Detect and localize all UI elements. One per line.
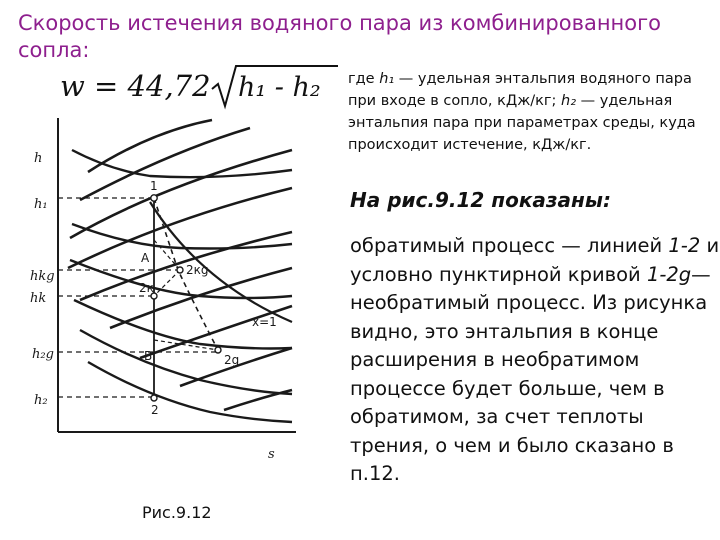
figure-caption: Рис.9.12 [142,503,212,522]
label-h2: h₂ [34,393,48,408]
label-x1: x=1 [252,315,277,329]
where-text-3: — удельная энтальпия пара при параметрах среды, куда происходит истечение, кДж/кг. [348,93,696,153]
formula-radicand: h₁ - h₂ [238,72,321,103]
formula-lhs: w = 44,72 [60,69,211,103]
label-h2g: h₂g [32,347,54,362]
body-line-1-2: 1-2 [668,234,701,257]
where-h2: h₂ [561,93,577,109]
body-text-2: и условно пунктирной кривой [350,234,720,286]
body-curve-1-2g: 1-2g [646,262,692,286]
shown-heading: На рис.9.12 показаны: [350,188,611,212]
where-text-1: где [348,71,380,87]
label-point-2kg: 2кg [186,263,209,277]
label-hkg: hkg [30,269,55,284]
label-point-B: B [144,349,153,363]
body-text-1: обратимый процесс — линией [350,234,669,257]
where-h1: h₁ [379,71,395,87]
label-point-A: A [141,251,150,265]
label-h: h [34,151,43,166]
body-text-3: — необратимый процесс. Из рисунка видно, это энтальпия в конце расширения в необратимом процессе будет больше, чем в обратимом, за счет теплоты трения, о чем и было сказано в п.12. [350,262,711,485]
label-s: s [268,447,275,462]
label-h1: h₁ [34,197,48,212]
isotherm-curves [70,150,292,422]
label-point-1: 1 [150,179,158,193]
label-point-2g: 2g [224,353,240,367]
label-point-2: 2 [151,403,159,417]
label-point-2k: 2к [139,281,154,295]
slide-title: Скорость истечения водяного пара из комбинированного сопла: [18,11,662,62]
label-hk: hk [30,291,47,306]
where-text-2: — удельная энтальпия водяного пара при входе в сопло, кДж/кг; [348,71,692,109]
